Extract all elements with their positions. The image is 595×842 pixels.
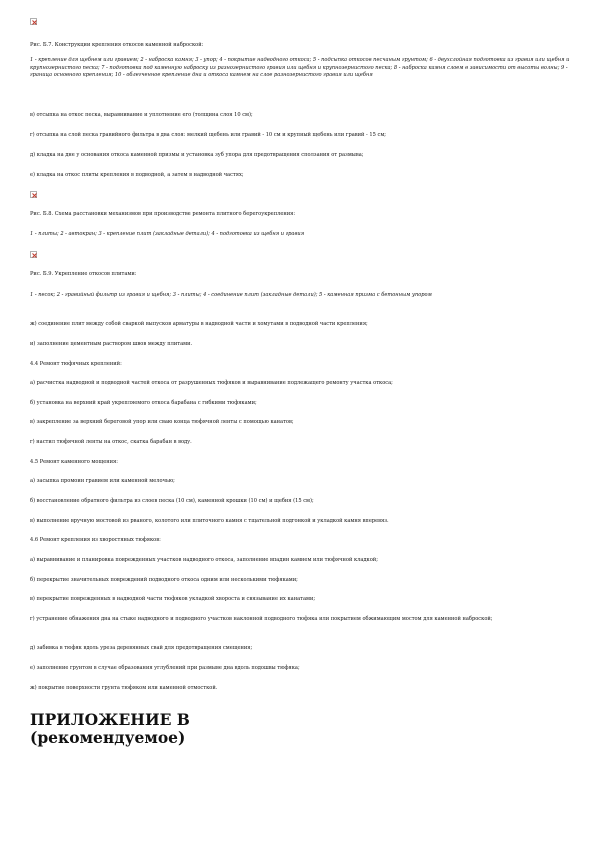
list-item: а) выравнивание и планировка поврежденных участков надводного откоса, заполнение впадин камнем или тюфячной кладкой; bbox=[30, 557, 378, 563]
appendix-subtitle: (рекомендуемое) bbox=[30, 728, 186, 747]
list-item: в) закрепление за верхний береговой упор или сваю конца тюфячной ленты с помощью канатов; bbox=[30, 419, 294, 425]
figure-b9-legend: 1 - песок; 2 - гравийный фильтр из гравия и щебня; 3 - плиты; 4 - соединение плит (закладные детали); 5 - каменная призма с бетонным упором bbox=[30, 292, 432, 298]
list-item: б) перекрытие значительных повреждений подводного откоса одним или несколькими тюфяками; bbox=[30, 577, 298, 583]
list-item: в) перекрытие поврежденных в надводной части тюфяков укладкой хвороста и связывание их канатами; bbox=[30, 596, 316, 602]
section-title: 4.6 Ремонт крепления из хворостяных тюфяков: bbox=[30, 537, 161, 543]
list-item: д) забивка в тюфяк вдоль уреза деревянных свай для предотвращения смещения; bbox=[30, 645, 253, 651]
figure-b7-caption: Рис. Б.7. Конструкции крепления откосов каменной наброской: bbox=[30, 42, 204, 48]
broken-image-icon bbox=[30, 251, 37, 258]
figure-b9-caption: Рис. Б.9. Укрепление откосов плитами: bbox=[30, 271, 137, 277]
list-item: и) заполнение цементным раствором швов между плитами. bbox=[30, 341, 193, 347]
list-item: б) восстановление обратного фильтра из слоев песка (10 см), каменной крошки (10 см) и щебня (15 см); bbox=[30, 498, 314, 504]
section-title: 4.4 Ремонт тюфячных креплений: bbox=[30, 361, 122, 367]
broken-image-icon bbox=[30, 191, 37, 198]
list-item: е) заполнение грунтом в случае образования углублений при размыве дна вдоль подошвы тюфяка; bbox=[30, 665, 300, 671]
figure-b8-legend: 1 - плиты; 2 - автокран; 3 - крепление плит (закладные детали); 4 - подготовка из щебня и гравия bbox=[30, 231, 305, 237]
list-item: е) кладка на откос плиты крепления в подводной, а затем в надводной частях; bbox=[30, 172, 244, 178]
list-item: б) установка на верхний край укрепляемого откоса барабана с гибкими тюфяками; bbox=[30, 400, 257, 406]
list-item: д) кладка на дне у основания откоса каменной призмы и установка зуб упора для предотвращения сползания от размыва; bbox=[30, 152, 364, 158]
list-item: г) настил тюфячной ленты на откос, скатка барабан в воду. bbox=[30, 439, 192, 445]
list-item: в) выполнение вручную мостовой из рваного, колотого или плиточного камня с тщательной подгонкой и укладкой камня вперевяз. bbox=[30, 518, 389, 524]
list-item: а) засыпка промоин гравием или каменной мелочью; bbox=[30, 478, 175, 484]
list-item: г) отсыпка на слой песка гравийного фильтра в два слоя: мелкий щебень или гравий - 10 см и крупный щебень или гравий - 15 см; bbox=[30, 132, 387, 138]
list-item: ж) покрытие поверхности грунта тюфяком или каменной отмосткой. bbox=[30, 685, 218, 691]
broken-image-icon bbox=[30, 18, 37, 25]
list-item: г) устранение обнажения дна на стыке надводного и подводного участков наклонной подводного тюфяка или покрытием обжимающим мостом для каменной наброской; bbox=[30, 616, 493, 622]
figure-b7-legend: 1 - крепление для щебнем или гравием; 2 - наброска камня; 3 - упор; 4 - покрытие надводного откоса; 5 - подсыпка откосов песчаным грунтом; 6 - двухслойная подготовка из гравия или щебня и крупнозернистого песка; 7 - подготовка под каменную наброску из разнозернистого гравия или щебня и крупнозернистого песка; 8 - наброска камня слоем в зависимости от высоты волны; 9 - граница основного крепления; 10 - облегченное крепление дна и откоса камнем на слое разнозернистого гравия или щебня bbox=[30, 57, 570, 79]
list-item: ж) соединение плит между собой сваркой выпусков арматуры в надводной части и хомутами в подводной части крепления; bbox=[30, 321, 368, 327]
appendix-title: ПРИЛОЖЕНИЕ В bbox=[30, 710, 190, 729]
figure-b8-caption: Рис. Б.8. Схема расстановки механизмов при производстве ремонта плитного берегоукрепления: bbox=[30, 211, 296, 217]
list-item: в) отсыпка на откос песка, выравнивание и уплотнение его (толщина слоя 10 см); bbox=[30, 112, 253, 118]
section-title: 4.5 Ремонт каменного мощения: bbox=[30, 459, 118, 465]
list-item: а) расчистка надводной и подводной частей откоса от разрушенных тюфяков и выравнивание подлежащего ремонту участка откоса; bbox=[30, 380, 393, 386]
